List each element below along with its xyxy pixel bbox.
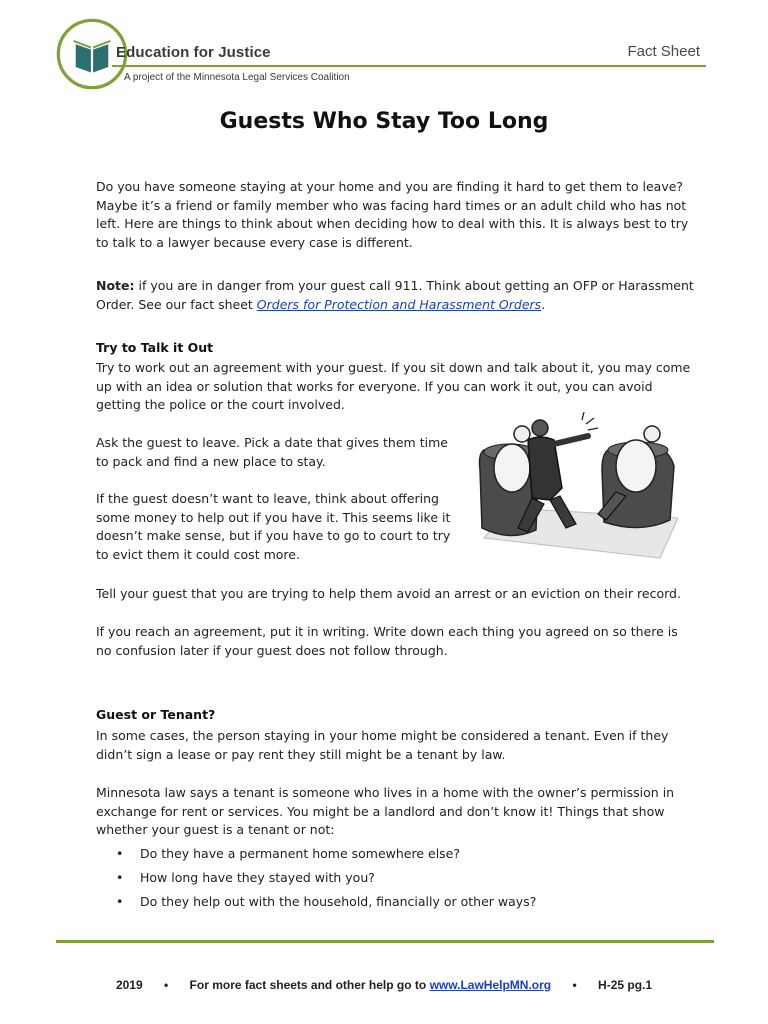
guest-paragraph-1: In some cases, the person staying in your home might be considered a tenant. Even if they didn’t sign a lease or pay rent they still might be a tenant by law.: [96, 728, 669, 762]
fact-sheet-label: Fact Sheet: [627, 43, 700, 60]
section-heading-talk: Try to Talk it Out: [96, 340, 214, 355]
list-item-text: How long have they stayed with you?: [140, 870, 375, 885]
bullet-icon: •: [116, 894, 124, 909]
bullet-icon: •: [116, 870, 124, 885]
org-name: Education for Justice: [116, 44, 271, 61]
org-subtitle: A project of the Minnesota Legal Services Coalition: [124, 72, 350, 83]
note-text-end: .: [541, 296, 546, 312]
footer-page-code: H-25 pg.1: [598, 978, 653, 992]
talk-paragraph-2: Ask the guest to leave. Pick a date that gives them time to pack and find a new place to stay.: [96, 435, 448, 469]
ofp-link[interactable]: Orders for Protection and Harassment Orders: [256, 296, 542, 312]
note-paragraph: [96, 277, 696, 314]
talk-paragraph-5: If you reach an agreement, put it in writing. Write down each thing you agreed on so there is no confusion later if your guest does not follow through.: [96, 624, 678, 658]
guest-paragraph-2: Minnesota law says a tenant is someone who lives in a home with the owner’s permission in exchange for rent or services. You might be a landlord and don’t know it! Things that show whether your guest is a tenant or not:: [96, 785, 675, 837]
list-item-text: Do they help out with the household, financially or other ways?: [140, 894, 537, 909]
note-label: Note:: [96, 278, 135, 293]
note-text: if you are in danger from your guest call 911. Think about getting an OFP or Harassment Order. See our fact sheet: [96, 278, 694, 312]
footer-separator: •: [164, 978, 169, 992]
section-heading-guest-tenant: Guest or Tenant?: [96, 707, 216, 722]
footer-divider: [56, 940, 714, 943]
talk-paragraph-4: Tell your guest that you are trying to help them avoid an arrest or an eviction on their record.: [96, 586, 681, 601]
list-item: [96, 893, 656, 917]
tenant-question-list: [96, 845, 656, 917]
list-item: [96, 845, 656, 869]
talk-paragraph-3: If the guest doesn’t want to leave, think about offering some money to help out if you have it. This seems like it doesn’t make sense, but if you have to go to court to try to evict them it could cost more.: [96, 491, 451, 562]
footer-year: 2019: [115, 978, 143, 992]
intro-paragraph: Do you have someone staying at your home and you are finding it hard to get them to leave? Maybe it’s a friend or family member who was facing hard times or an adult child who has not left. Here are things to think about when deciding how to deal with this. It is always best to try to talk to a lawyer because every case is different.: [96, 179, 689, 250]
talk-paragraph-1: Try to work out an agreement with your guest. If you sit down and talk about it, you may come up with an idea or solution that works for everyone. If you can work it out, you can avoid getting the police or the court involved.: [96, 360, 691, 412]
footer-text: For more fact sheets and other help go to: [189, 978, 430, 992]
bullet-icon: •: [116, 846, 124, 861]
page-footer: [0, 978, 768, 992]
footer-separator: •: [572, 978, 577, 992]
list-item-text: Do they have a permanent home somewhere else?: [140, 846, 461, 861]
conversation-illustration: [470, 410, 678, 562]
page-title: Guests Who Stay Too Long: [219, 109, 549, 134]
list-item: [96, 869, 656, 893]
header-divider: [112, 65, 706, 67]
page-header: [0, 0, 768, 100]
lawhelpmn-link[interactable]: www.LawHelpMN.org: [429, 978, 552, 992]
